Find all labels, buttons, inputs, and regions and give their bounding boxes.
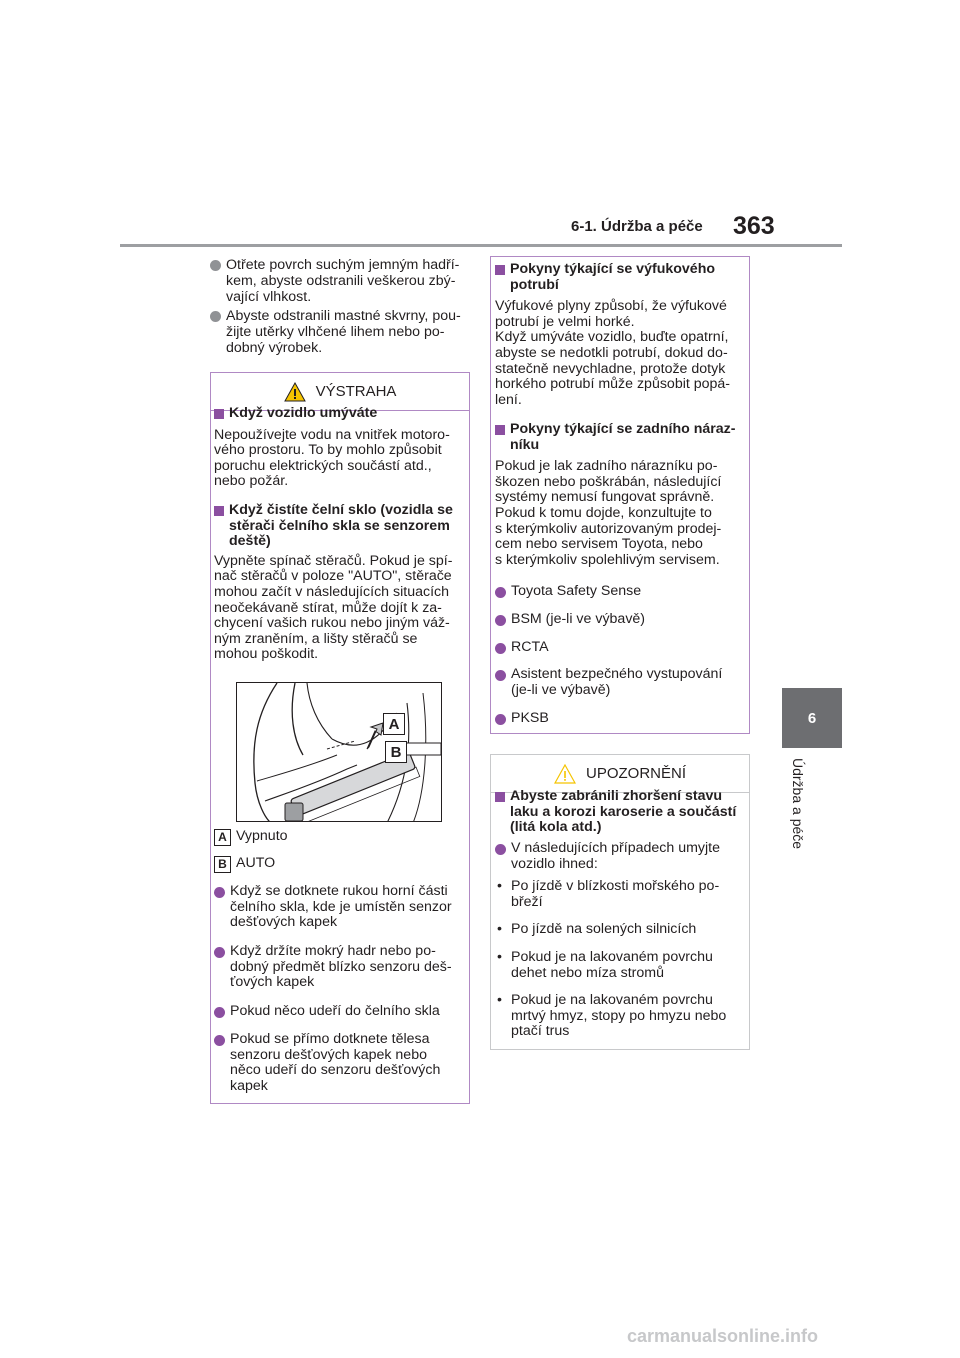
text-line: Vypněte spínač stěračů. Pokud je spí- (214, 552, 453, 569)
bullet-dot-icon (495, 643, 506, 654)
list-bullet: • (497, 878, 502, 894)
right-bullet-4 (495, 667, 747, 698)
text-line: lení. (495, 391, 522, 408)
section-square-icon (214, 409, 224, 419)
notice-item-2 (497, 922, 747, 938)
warning-triangle-icon (284, 382, 306, 402)
text-line: systémy nemusí fungovat správně. (495, 489, 715, 506)
bullet-dot-icon (210, 260, 221, 271)
warning-title: VÝSTRAHA (315, 383, 397, 400)
bullet-dot-icon (495, 587, 506, 598)
text-line: čelního skla, kde je umístěn senzor (230, 898, 452, 915)
text-line: Asistent bezpečného vystupování (511, 666, 723, 682)
text-line: žijte utěrky vlhčené lihem nebo po- (226, 324, 445, 340)
text-line: ným zraněním, a lišty stěračů se (214, 630, 418, 647)
text-line: Pokud je na lakovaném povrchu (511, 992, 713, 1008)
section-heading: potrubí (510, 276, 559, 293)
text-line: kem, abyste odstranili veškerou zbý- (226, 273, 456, 289)
text-line: potrubí je velmi horké. (495, 313, 635, 330)
notice-title: UPOZORNĚNÍ (585, 765, 686, 782)
chapter-tab: 6 (782, 688, 842, 748)
text-line: Abyste odstranili mastné skvrny, pou- (226, 308, 461, 324)
right-s2 (495, 422, 747, 568)
section-heading: níku (510, 436, 540, 453)
page-number: 363 (733, 212, 775, 240)
text-line: ťových kapek (230, 974, 315, 991)
intro-bullet-1 (210, 257, 472, 305)
bullet-dot-icon (214, 947, 225, 958)
section-heading: Když vozidlo umýváte (229, 405, 378, 421)
section-heading: deště) (229, 533, 271, 550)
warning-bullet-1 (214, 884, 469, 931)
bullet-dot-icon (495, 844, 506, 855)
text-line: Pokud k tomu dojde, konzultujte to (495, 504, 712, 521)
text-line: senzoru dešťových kapek nebo (230, 1046, 427, 1063)
text-line: s kterýmkoliv autorizovaným prodej- (495, 520, 722, 537)
header-rule (120, 244, 842, 247)
text-line: kapek (230, 1077, 268, 1094)
list-bullet: • (497, 992, 502, 1008)
text-line: ptačí trus (511, 1023, 570, 1040)
section-square-icon (495, 265, 505, 275)
chapter-title: Údržba a péče (790, 758, 806, 850)
legend-b (214, 856, 469, 873)
section-heading: Abyste zabránili zhoršení stavu (510, 788, 723, 804)
legend-label: AUTO (236, 855, 276, 871)
text-line: Když se dotknete rukou horní části (230, 883, 448, 899)
callout-b: B (385, 741, 407, 763)
list-bullet: • (497, 921, 502, 937)
text-line: mohou poškodit. (214, 646, 319, 663)
legend-a (214, 829, 469, 846)
notice-item-3 (497, 950, 747, 981)
watermark: carmanualsonline.info (627, 1326, 819, 1346)
section-heading: Pokyny týkající se zadního náraz- (510, 421, 736, 437)
text-line: chycení vašich rukou nebo jiným váž- (214, 615, 450, 632)
text-line: Výfukové plyny způsobí, že výfukové (495, 298, 727, 315)
text-line: Po jízdě na solených silnicích (511, 921, 697, 937)
text-line: dobný výrobek. (226, 340, 323, 356)
wiper-switch-illustration (236, 682, 442, 822)
text-line: Pokud je na lakovaném povrchu (511, 949, 713, 965)
text-line: nač stěračů v poloze "AUTO", stěrače (214, 568, 452, 585)
text-line: V následujících případech umyjte (511, 840, 720, 856)
warning-bullet-4 (214, 1032, 469, 1094)
legend-tag-a: A (214, 829, 231, 846)
section-heading: laku a korozi karoserie a součástí (510, 803, 737, 820)
text-line: neočekávaně stírat, může dojít k za- (214, 599, 442, 616)
section-heading: (litá kola atd.) (510, 819, 602, 836)
text-line: Toyota Safety Sense (511, 583, 642, 599)
text-line: mrtvý hmyz, stopy po hmyzu nebo (511, 1007, 727, 1024)
warning-s1 (214, 406, 469, 490)
section-heading: Pokyny týkající se výfukového (510, 261, 716, 277)
text-line: Když držíte mokrý hadr nebo po- (230, 943, 436, 959)
notice-s1 (495, 789, 747, 836)
text-line: Pokud je lak zadního nárazníku po- (495, 458, 718, 475)
text-line: Pokud se přímo dotknete tělesa (230, 1031, 430, 1047)
right-bullet-5 (495, 711, 747, 727)
intro-bullet-2 (210, 308, 472, 356)
legend-tag-b: B (214, 856, 231, 873)
bullet-dot-icon (214, 1035, 225, 1046)
callout-a: A (383, 713, 405, 735)
text-line: něco udeří do senzoru dešťových (230, 1062, 441, 1079)
text-line: dobný předmět blízko senzoru deš- (230, 958, 452, 975)
text-line: škozen nebo poškrábán, následující (495, 473, 722, 490)
legend-label: Vypnuto (236, 828, 288, 844)
text-line: mohou začít v následujících situacích (214, 583, 450, 600)
notice-item-4 (497, 993, 747, 1040)
warning-bullet-2 (214, 944, 469, 991)
text-line: poruchu elektrických součástí atd., (214, 457, 432, 474)
text-line: BSM (je-li ve výbavě) (511, 611, 646, 627)
text-line: RCTA (511, 639, 549, 655)
right-bullet-3 (495, 640, 747, 656)
text-line: Otřete povrch suchým jemným hadří- (226, 257, 460, 273)
section-square-icon (495, 425, 505, 435)
text-line: Pokud něco udeří do čelního skla (230, 1003, 440, 1019)
notice-item-1 (497, 879, 747, 910)
text-line: vozidlo ihned: (511, 855, 598, 872)
text-line: s kterýmkoliv spolehlivým servisem. (495, 551, 720, 568)
right-bullet-1 (495, 584, 747, 600)
section-title: 6-1. Údržba a péče (571, 218, 703, 235)
text-line: vající vlhkost. (226, 289, 312, 305)
text-line: (je-li ve výbavě) (511, 681, 611, 698)
text-line: Když umýváte vozidlo, buďte opatrní, (495, 329, 729, 346)
text-line: Nepoužívejte vodu na vnitřek motoro- (214, 426, 450, 443)
bullet-dot-icon (495, 714, 506, 725)
text-line: nebo požár. (214, 473, 289, 490)
text-line: statečně nevychladne, protože dotyk (495, 360, 726, 377)
right-bullet-2 (495, 612, 747, 628)
warning-bullet-3 (214, 1004, 469, 1020)
text-line: PKSB (511, 710, 549, 726)
list-bullet: • (497, 949, 502, 965)
wiper-lever-drawing (237, 683, 442, 822)
notice-bullet (495, 841, 747, 872)
text-line: Po jízdě v blízkosti mořského po- (511, 878, 720, 894)
text-line: vého prostoru. To by mohlo způsobit (214, 442, 442, 459)
bullet-dot-icon (214, 887, 225, 898)
section-square-icon (495, 792, 505, 802)
bullet-dot-icon (495, 670, 506, 681)
text-line: dešťových kapek (230, 914, 338, 931)
section-heading: stěrači čelního skla se senzorem (229, 517, 450, 534)
warning-s2 (214, 503, 469, 663)
right-s1 (495, 262, 747, 408)
bullet-dot-icon (210, 311, 221, 322)
text-line: břeží (511, 893, 543, 910)
bullet-dot-icon (495, 615, 506, 626)
text-line: abyste se nedotkli potrubí, dokud do- (495, 344, 728, 361)
bullet-dot-icon (214, 1007, 225, 1018)
text-line: dehet nebo míza stromů (511, 964, 664, 981)
text-line: cem nebo servisem Toyota, nebo (495, 536, 703, 553)
section-heading: Když čistíte čelní sklo (vozidla se (229, 502, 453, 518)
text-line: horkého potrubí může způsobit popá- (495, 376, 731, 393)
section-square-icon (214, 506, 224, 516)
caution-triangle-icon (554, 764, 576, 784)
